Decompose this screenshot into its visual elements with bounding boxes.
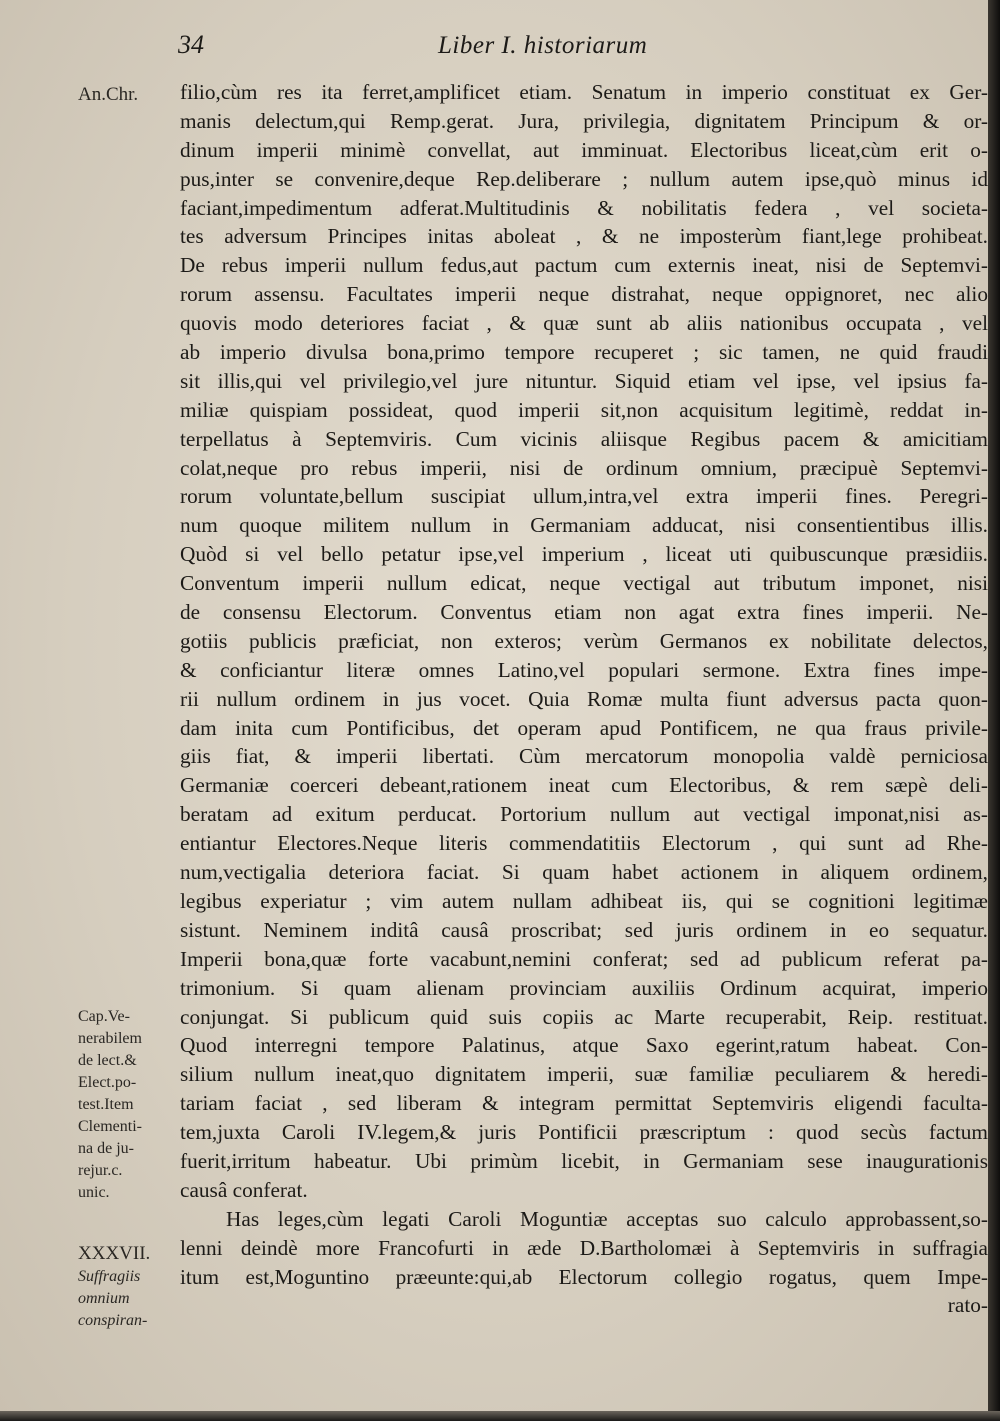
text-line: sit illis,qui vel privilegio,vel jure nituntur. Siquid etiam vel ipse, vel ipsius fa- bbox=[180, 368, 988, 393]
margin-note-line: unic. bbox=[78, 1184, 110, 1201]
text-line: Has leges,cùm legati Caroli Moguntiæ acceptas suo calculo approbassent,so- bbox=[226, 1206, 988, 1231]
text-line: tem,juxta Caroli IV.legem,& juris Pontificii præscriptum : quod secùs factum bbox=[180, 1120, 988, 1145]
text-line: filio,cùm res ita ferret,amplificet etiam. Senatum in imperio constituat ex Ger- bbox=[180, 80, 988, 104]
page-edge-right bbox=[988, 0, 1000, 1421]
section-number: XXXVII. bbox=[78, 1243, 151, 1264]
text-line: Imperii bona,quæ forte vacabunt,nemini conferat; sed ad publicum referat pa- bbox=[180, 946, 988, 971]
text-line: giis fiat, & imperii libertati. Cùm mercatorum monopolia valdè perniciosa bbox=[180, 744, 988, 769]
text-line: tariam faciat , sed liberam & integram permittat Septemviris eligendi faculta- bbox=[180, 1091, 988, 1116]
text-line: num,vectigalia deteriora faciat. Si quam habet actionem in aliquem ordinem, bbox=[180, 860, 988, 885]
text-line: terpellatus à Septemviris. Cum vicinis aliisque Regibus pacem & amicitiam bbox=[180, 426, 988, 451]
text-line: quovis modo deteriores faciat , & quæ sunt ab aliis nationibus occupata , vel bbox=[180, 311, 988, 336]
text-line: entiantur Electores.Neque literis commendatitiis Electorum , qui sunt ad Rhe- bbox=[180, 831, 988, 856]
text-line: itum est,Moguntino præeunte:qui,ab Electorum collegio rogatus, quem Impe- bbox=[180, 1264, 988, 1289]
text-line: pus,inter se convenire,deque Rep.deliberare ; nullum autem ipse,quò minus id bbox=[180, 166, 988, 191]
margin-note-citation bbox=[78, 1006, 182, 1204]
section-title-line: conspiran- bbox=[78, 1312, 148, 1329]
text-line: lenni deindè more Francofurti in æde D.Bartholomæi à Septemviris in suffragia bbox=[180, 1235, 988, 1260]
text-line: conjungat. Si publicum quid suis copiis ac Marte recuperabit, Reip. restituat. bbox=[180, 1004, 988, 1029]
text-line: ab imperio divulsa bona,primo tempore recuperet ; sic tamen, ne quid fraudi bbox=[180, 340, 988, 365]
margin-note-section bbox=[78, 1242, 182, 1332]
margin-note-line: Elect.po- bbox=[78, 1074, 137, 1091]
text-line: miliæ quispiam possideat, quod imperii sit,non acquisitum legitimè, reddat in- bbox=[180, 397, 988, 422]
text-line: sistunt. Neminem inditâ causâ proscribat; sed juris ordinem in eo sequatur. bbox=[180, 917, 988, 942]
text-line: fuerit,irritum habeatur. Ubi primùm licebit, in Germaniam sese inaugurationis bbox=[180, 1148, 988, 1173]
margin-year-label: An.Chr. bbox=[78, 84, 139, 105]
text-line: De rebus imperii nullum fedus,aut pactum cum externis ineat, nisi de Septemvi- bbox=[180, 253, 988, 278]
catchword: rato- bbox=[947, 1293, 988, 1318]
text-line: gotiis publicis præficiat, non exteros; verùm Germanos ex nobilitate delectos, bbox=[180, 628, 988, 653]
text-line: manis delectum,qui Remp.gerat. Jura, privilegia, dignitatem Principum & or- bbox=[180, 108, 988, 133]
margin-note-line: test.Item bbox=[78, 1096, 134, 1113]
page-edge-bottom bbox=[0, 1411, 1000, 1421]
text-line: de consensu Electorum. Conventus etiam non agat extra fines imperii. Ne- bbox=[180, 600, 988, 625]
text-line: legibus experiatur ; vim autem nullam adhibeat iis, qui se cognitioni legitimæ bbox=[180, 888, 988, 913]
margin-note-line: de lect.& bbox=[78, 1052, 137, 1069]
text-line: silium nullum ineat,quo dignitatem imperii, suæ familiæ peculiarem & heredi- bbox=[180, 1062, 988, 1087]
text-line: dinum imperii minimè convellat, aut imminuat. Electoribus liceat,cùm erit o- bbox=[180, 137, 988, 162]
text-line: trimonium. Si quam alienam provinciam auxiliis Ordinum acquirat, imperio bbox=[180, 975, 988, 1000]
text-line: & conficiantur literæ omnes Latino,vel populari sermone. Extra fines impe- bbox=[180, 657, 988, 682]
text-line: colat,neque pro rebus imperii, nisi de ordinum omnium, præcipuè Septemvi- bbox=[180, 455, 988, 480]
margin-note-line: rejur.c. bbox=[78, 1162, 123, 1179]
text-line: rii nullum ordinem in jus vocet. Quia Romæ multa fiunt adversus pacta quon- bbox=[180, 686, 988, 711]
text-line: dam inita cum Pontificibus, det operam apud Pontificem, ne qua fraus privile- bbox=[180, 715, 988, 740]
section-title-line: Suffragiis bbox=[78, 1268, 141, 1285]
text-line: rorum voluntate,bellum suscipiat ullum,intra,vel extra imperii fines. Peregri- bbox=[180, 484, 988, 509]
text-line: beratam ad exitum perducat. Portorium nullum aut vectigal imponat,nisi as- bbox=[180, 802, 988, 827]
body-text bbox=[180, 78, 988, 1320]
text-line: causâ conferat. bbox=[180, 1177, 308, 1202]
running-head: Liber I. historiarum bbox=[438, 32, 648, 59]
margin-note-line: Clementi- bbox=[78, 1118, 142, 1135]
text-line: rorum assensu. Facultates imperii neque distrahat, neque oppignoret, nec alio bbox=[180, 282, 988, 307]
text-line: Quod interregni tempore Palatinus, atque Saxo egerint,ratum habeat. Con- bbox=[180, 1033, 988, 1058]
margin-note-line: Cap.Ve- bbox=[78, 1008, 130, 1025]
text-line: Quòd si vel bello petatur ipse,vel imperium , liceat uti quibuscunque præsidiis. bbox=[180, 542, 988, 567]
text-line: num quoque militem nullum in Germaniam adducat, nisi consentientibus illis. bbox=[180, 513, 988, 538]
margin-note-line: na de ju- bbox=[78, 1140, 134, 1157]
margin-note-line: nerabilem bbox=[78, 1030, 142, 1047]
text-line: Conventum imperii nullum edicat, neque vectigal aut tributum imponet, nisi bbox=[180, 571, 988, 596]
text-line: tes adversum Principes initas aboleat , & ne imposterùm fiant,lege prohibeat. bbox=[180, 224, 988, 249]
section-title-line: omnium bbox=[78, 1290, 130, 1307]
text-line: faciant,impedimentum adferat.Multitudinis & nobilitatis federa , vel societa- bbox=[180, 195, 988, 220]
page-header bbox=[178, 30, 978, 70]
page-number: 34 bbox=[178, 30, 204, 59]
text-line: Germaniæ coerceri debeant,rationem ineat cum Electoribus, & rem sæpè deli- bbox=[180, 773, 988, 798]
